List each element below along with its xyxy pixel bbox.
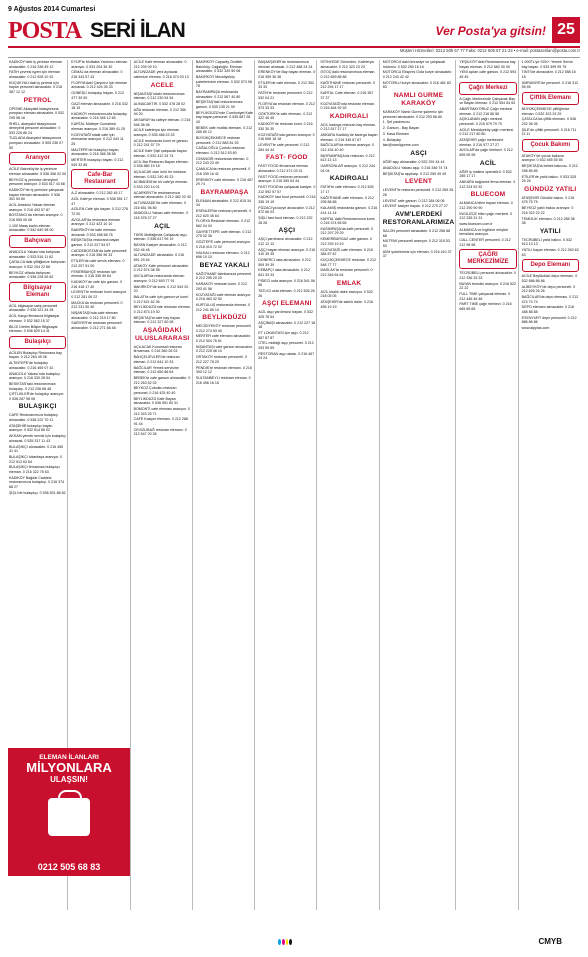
classified-ad: BOMONTİ cafe elemanı aranıyor. 0 212 343 25 71 (133, 407, 190, 416)
classified-ad: KEBAPÇI usta alınacaktır. 0 212 641 33 33 (258, 268, 310, 277)
classified-ad: ÜMRANİYE'de personel. 0 216 312 55 55 (521, 80, 579, 90)
classified-ad: BİLGİ Üretim Bilişim Bilgisayar elemanı. 0 536 829 14 41 (9, 324, 58, 334)
classified-ad: ERENKÖY cafe elemanı. 0 216 467 29 74 (195, 177, 253, 187)
classified-ad: BAKIRKÖY'de komi. 0 212 543 20 20 (133, 284, 189, 294)
classified-ad: NİŞANTAŞI'ndaki restoranımıza eleman. 0 212 230 54 54 (133, 91, 185, 101)
section-heading (522, 92, 579, 105)
classified-ad: AVCILAR'da restoranda eleman aranıyor. 0 212 693 77 91 (133, 274, 185, 283)
classified-ad: AÇIKLANAN çağrı merkezi personeli. 0 216 579 79 79 (459, 117, 503, 126)
classified-ad: ACİL kiralık daire aranıyor. 0 532 218 05 05 (320, 289, 373, 299)
masthead (8, 16, 580, 48)
classified-ad: MASLAK'ta restoran personeli. 0 212 346 64 64 (320, 268, 373, 277)
section-heading-text: Bulaşıkçı (24, 338, 51, 345)
classified-ad: ACİLEN Bulaşıkçı Restorana bay bayan. 0 212 264 45 06 (9, 350, 62, 360)
section-heading: ASÇI (410, 150, 427, 158)
section-heading (9, 282, 66, 302)
classified-ad: TÜRK Mutfağında Çalışacak aşçı eleman. 0 536 617 99 19 (133, 232, 187, 242)
classified-ad: BAĞCILAR'da depo elemanı. 0 212 474 74 74 (521, 295, 579, 304)
section-heading: KADIRGALI (329, 175, 369, 183)
ad-column-9 (521, 60, 580, 910)
classified-ad: ALTUNİZADE yeni açılacak cafemize eleman. 0 216 474 03 13 (133, 70, 189, 79)
classified-ad: ŞİLE'de çiftlik personeli. 0 216 711 11 11 (521, 127, 577, 137)
classified-ad: www.alpplas.com (521, 326, 550, 331)
classified-ad: BÜYÜKÇEKMECE çiftliğimize eleman. 0 532 323 29 29 (521, 106, 570, 116)
classified-ad: 3. Kasa Elemanı (382, 131, 410, 136)
classified-ad: ESENLER'de restoran personeli. 0 212 620 45 64 (195, 209, 252, 218)
classified-ad: AKSAM yemek servisi için bulaşıkçı alınacak. 0 535 317 11 43 (9, 434, 66, 443)
classified-ad: BAYAN temsilci aranıyor. 0 216 522 22 22 (459, 281, 516, 291)
classified-ad: AVM şubelerimiz için eleman. 0 216 410 37 37 (382, 249, 452, 259)
classified-ad: HALKALI restoran elemanı. 0 212 696 10 10 (195, 250, 250, 260)
classified-ad: ALTUNİZADE alınacaktır. 0 216 651 29 54 (133, 253, 185, 262)
classified-ad: AĞA restoran eleman. 0 212 350 94 20 (133, 107, 186, 117)
classified-ad: BEŞİKTAŞ'ta bebek bakıcısı. 0 212 258 85 85 (521, 164, 578, 173)
contact-line: Müşteri Hizmetleri: 0212 505 67 77 Faks: 0212 505 67 21-23 • e-mail: postaserilan@posta.com.tr (8, 48, 580, 58)
section-heading (459, 82, 516, 95)
section-heading: AŞAĞIDAKİ ULUSLARARASI (135, 326, 190, 342)
classified-ad: ELEMAN alınacaktır. 0 212 615 34 34 (195, 198, 252, 208)
classified-ad: ACİL Kafe'ye eleman. 0 536 551 17 47 (71, 196, 128, 206)
section-heading: KADIRGALI (329, 112, 369, 120)
section-heading: ACİL (479, 159, 497, 167)
registration-mark-icon (278, 939, 292, 945)
classified-ad: MERTER cafe elemanı alınacaktır. 0 212 504 76 61 (195, 334, 251, 344)
classified-ad: KADIKÖY'de iş yerimize çalışacak bayan eleman alınacaktır. 0 536 301 53 60 (9, 188, 64, 202)
classified-ad: BAHÇELİEVLER'de restoran eleman. 0 212 641 10 33 (133, 355, 180, 364)
banner-line3: ULAŞSIN! (50, 775, 88, 784)
section-heading: EMLAK (336, 279, 362, 287)
section-heading-text: ÇAĞRI MERKEZİMİZE (467, 252, 509, 266)
classified-ad: BOSTANCI'da eleman aranıyor. 0 216 555 05 06 (9, 213, 63, 222)
section-heading-text: Cafe-Bar Restaurant (84, 172, 116, 186)
classified-ad: KOZYATAĞI cafe eleman aranıyor. 0 216 463 32 52 (195, 292, 252, 302)
classified-ad: ATAŞEHİR bulaşıkçı bayan aranıyor. 0 532 614 86 02 (9, 423, 53, 433)
classified-ad: BAKIRKÖY Mecidiyeköy şubelerimize eleman. 0 532 573 98 78 (195, 74, 252, 89)
classified-ad: KASIMPAŞA'da kafe personeli. 0 212 297 29 29 (320, 226, 374, 236)
classified-ad: TECRÜBELİ personel alınacaktır. 0 212 336 33 33 (459, 271, 516, 280)
classified-ad: ALİBEYKÖY'de depo personeli. 0 212 626 26 26 (521, 284, 576, 294)
classified-ad: MACKA'da restoran personeli. 0 212 231 50 40 (71, 300, 123, 310)
classified-ad: BULAŞIKÇI alınacaktır. 0 216 455 41 41 (9, 444, 64, 454)
classified-ad: ÇATALCA'da çiftlik elemanı. 0 536 232 36 36 (521, 117, 577, 126)
classified-ad: BULAŞIKÇI lokantaya aranıyor. 0 212 513 63 64 (9, 454, 63, 464)
eleman-ilanlari-banner (8, 748, 130, 876)
classified-ad: BEYLİKDÜZÜ Kafe Bayan alınacaktır. 0 536 551 60 31 (133, 396, 178, 406)
classified-ad: KARAKÖY Namlı Gurme şubemiz için personel alınacaktır. 0 212 293 68 80 (382, 109, 444, 119)
classified-ad: ANADOLU Yakası aşçı. 0 216 346 74 74 (382, 165, 448, 170)
classified-ad: BAYRAMPAŞA restoranda alınacaktır. 0 212 567 40 80 (195, 89, 241, 99)
classified-ad: BULAŞIKÇI firmamıza bulaşıkçı eleman. 0 216 322 76 63 (9, 465, 60, 474)
classified-ad: BEYLİKDÜZÜ'nde Cumhuriyet Kafe bay bayan personel. 0 535 687 28 43 (195, 110, 253, 124)
classified-ad: BEŞİKTAŞ'ta cafe bay bayan eleman. 0 212 327 60 08 (133, 315, 180, 325)
classified-ad: MERTER bulaşıkçı bayan. 0 212 549 32 85 (71, 157, 124, 167)
classified-ad: MOTORLU kurye alınacaktır. 0 216 481 83 83 (382, 80, 451, 90)
classified-ad: LEVENT'te cafe personel. 0 212 284 44 44 (258, 143, 310, 152)
classified-ad: BALAT'ta cafe için garson ve komi. 0 212 521 62 36 (133, 294, 189, 304)
classified-ad: ALTUNİZADE'de cafe elemanı. 0 216 651 56 80 (133, 201, 186, 210)
section-heading: FAST- FOOD (266, 154, 308, 162)
classified-ad: PENDİK'te restoran elemanı. 0 216 390 12 12 (195, 365, 252, 375)
classified-ad: FULL TIME çalışacak eleman. 0 212 446 46 46 (459, 292, 511, 301)
section-heading: NAMLI GURME KARAKÖY (393, 91, 444, 107)
ad-column-3 (133, 60, 193, 910)
section-heading: AVM'LERDEKİ RESTORANLARIMIZA (382, 210, 455, 226)
page-footer (8, 933, 580, 951)
classified-ad: TATLICI usta eleman. 0 212 526 26 26 (258, 289, 315, 298)
classified-ad: BAYAN Kasiyer alınacaktır. 0 212 532 46 46 (133, 243, 187, 252)
classified-ad: SULTANBEYLİ restoran eleman. 0 216 496 16 16 (195, 375, 251, 385)
classified-ad: KALAMIŞ restoranda garson. 0 216 414 14 14 (320, 206, 378, 215)
classified-ad: CAĞALOĞLU Çorlulu restoran elemanı. 0 212 512 53 60 (195, 146, 245, 155)
classified-ad: KADIKÖY restoranımızda bulaşıkçı alınacaktır. 0 216 346 12 65 (71, 111, 128, 121)
classified-ad: AVCILAR'da çağrı merkezi. 0 212 695 95 95 (459, 148, 513, 158)
classified-ad: PİDECİ usta aranıyor. 0 216 541 56 56 (258, 278, 315, 288)
section-heading: BAYRAMPAŞA (200, 188, 249, 196)
classified-ad: KARTAL Maltepe Cumartesi eleman aranıyor. 0 216 389 41 25 (71, 122, 126, 131)
classified-ad: BESİKTAS'taki restoranımıza bulaşıkçı. 0 212 236 66 48 (9, 381, 56, 391)
classified-ad: ATAKÖY Kafe personel alınacaktır. 0 212 574 38 38 (133, 263, 190, 273)
classified-ad: EYÜP'te Mutfakta Yardımcı eleman aranıyor. 0 533 204 36 30 (71, 60, 128, 69)
classified-ad: BEBEK cafe mutfak elemanı. 0 212 265 80 12 (195, 125, 253, 135)
classified-ad: ÇATALCA'daki çiftliğimize bahçıvan aranıyor. 0 532 204 22 86 (9, 260, 66, 269)
classified-ad: FLORYA'da restoran eleman. 0 212 573 33 33 (258, 101, 315, 111)
classified-ad: ACİLE Kafe eleman alınacaktır. 0 212 239 09 10 (133, 60, 187, 69)
classified-ad: ACİLE Kafe Şişli çalışacak bayan eleman. 0 532 412 24 74 (133, 149, 187, 158)
banner-phone: 0212 505 68 83 (37, 862, 101, 872)
classified-ad: FATİH'te cafe elemanı. 0 212 635 17 17 (320, 185, 374, 194)
classified-ad: A-Z alınacaktır. 0 212 282 48 17 (71, 191, 123, 196)
newspaper-page (8, 6, 580, 951)
classified-ad: KADIKÖY'de restoran komi. 0 216 330 30 30 (258, 122, 313, 131)
classified-ad: ACİLE Beylikdüzü depo elemanı. 0 532 686 86 86 (521, 274, 578, 283)
classified-ad: KARTAL Cafe eleman. 0 216 387 37 37 (320, 91, 374, 100)
classified-ad: BAŞAKŞEHİR'de restoranımıza eleman alınacak. 0 212 488 24 24 (258, 60, 313, 69)
seri-ilan-title: SERİ İLAN (90, 19, 185, 42)
classified-ad: ÇAMLICA'da restoran personeli. 0 216 339 16 41 (195, 167, 251, 176)
classified-ad: CAFE Kasiyer elemanı. 0 212 288 91 44 (133, 417, 188, 427)
classified-ad: CADDEBOSTAN'da kafe personeli aranıyor. 0 216 356 96 33 (71, 248, 127, 258)
classified-ad: LEVENT'te restoran komi aranıyor. 0 212 281 06 22 (71, 290, 127, 299)
classified-ad: OTEL mutfağı aşçı personel. 0 212 293 59 59 (258, 341, 314, 351)
section-heading (522, 259, 579, 272)
classified-ad: ACIBADEM'de bir cafe'ye eleman. 0 533 220 14 01 (133, 180, 189, 189)
classified-ad: AŞÇIBAŞI alınacaktır. 0 212 227 18 18 (258, 320, 316, 330)
section-heading-text: Çağrı Merkezi (468, 84, 508, 91)
classified-ad: NİŞANTAŞI'nda cafe elemanı alınacaktır. 0 212 219 17 80 (71, 311, 119, 320)
classified-ad: KADIKÖY Bağdat Caddesi restoranımıza bulaşıkçı. 0 216 374 88 27 (9, 475, 65, 489)
classified-ad: AĞIR iş makine operatörü. 0 532 285 17 17 (459, 169, 512, 179)
classified-ad: CİHANGİR restoranda eleman. 0 212 243 23 49 (195, 156, 249, 166)
classified-ad: FAST FOOD restoran personeli aranıyor. 0 216 355 54 44 (258, 174, 309, 184)
classified-ad: KAĞITHANE restoran personeli. 0 212 294 17 17 (320, 80, 376, 90)
classified-ad: KÜÇÜKYALI'daki iş yerimiz için bayan personel alınacaktır. 0 216 367 12 12 (9, 80, 62, 94)
section-heading: BLUECOM (470, 191, 506, 199)
classified-ad: BEŞİKTAŞ'ta restorana bayan garson. 0 212 227 54 57 (71, 238, 120, 248)
classified-ad: KÜÇÜKÇEKMECE restoran. 0 212 548 77 77 (320, 258, 377, 267)
classified-ad: KADIKÖY fast food personeli. 0 216 336 19 19 (258, 195, 316, 204)
section-heading: ACELE (150, 81, 174, 89)
classified-ad: ETİLER'de cafe eleman. 0 212 352 33 33 (258, 80, 315, 90)
classified-ad: KARAKÖY restoran komi. 0 212 293 41 56 (195, 282, 247, 291)
classified-ad: KURTULUŞ restoranda eleman. 0 212 241 85 10 (195, 302, 251, 312)
classified-ad: ANADOLU Yakası cafe elemanı. 0 216 378 27 27 (133, 211, 189, 221)
section-heading (71, 169, 128, 189)
classified-ad: ACİLE restoranda komi ve garson. 0 212 241 57 79 (133, 138, 189, 148)
classified-ad: ACİLE Bakırköy'de iş yerimize eleman alınacaktır. 0 536 456 02 00 (9, 167, 67, 176)
classified-ad: ANADOLU Yakası'nda bulaşıkçı aranıyor. 0 216 330 28 54 (9, 371, 60, 381)
classified-ad: ALINACAKTIR. 0 532 478 28 02 (133, 101, 186, 106)
section-heading: GÜNDÜZ YATILI (524, 185, 577, 193)
classified-ad: DÖNERCİ usta alınacaktır. 0 212 509 39 39 (258, 258, 311, 267)
classified-ad: KARTAL'daki Restoranımıza komi. 0 216 374 65 65 (320, 216, 376, 226)
classified-ad: BAKIRKÖY Capacity Özdilek Bakırköy, Cağaloğlu. Eleman alınacaktır. 0 532 320 50 06 (195, 60, 243, 74)
classified-ad: FAST FOOD'da çalışacak kasiyer. 0 212 592 57 57 (258, 184, 316, 194)
classified-ad: 1.000TL'ye SGK+ Yemek Servis bay bayan. 0 533 399 95 75 (521, 60, 573, 69)
page-number: 25 (552, 17, 580, 43)
classified-ad: YATILI bayan eleman. 0 212 263 63 63 (521, 248, 579, 257)
classified-ad: ACİL Bar Restoran Bayan eleman. 0 536 880 15 18 (133, 159, 189, 169)
classified-ad: ANADOLU Yakası'nda bahçıvan alınacaktır. 0 533 516 11 62 (9, 249, 61, 259)
classified-ad: KADIKÖY'deki iş yerinize eleman alınacaktır. 0 216 336 45 12 (9, 60, 63, 69)
classified-ad: ŞİŞLİ'de bulaşıkçı. 0 536 831 88 82 (9, 490, 66, 495)
classified-ad: ANKARA Kadıköy'de kadırga bayan elemanı. 0 216 345 67 67 (320, 133, 378, 142)
classified-ad: GAYRETTEPE cafe eleman. 0 212 275 02 36 (195, 229, 252, 239)
classified-ad: GÜNEŞLİ bulaşıkçı bayan. 0 212 477 39 00 (71, 91, 125, 100)
classified-ad: 4. Bulaşıkçı (382, 137, 402, 142)
classified-ad: İSTİNYEDE Dönerden, Kafeterya alınacaktır. 0 212 323 23 23 (320, 60, 374, 69)
classified-ad: İSTOÇ'daki restoranımıza eleman. 0 212 659 86 86 (320, 70, 376, 79)
classified-ad: 1. Şef yardımcısı (382, 120, 410, 125)
classified-ad: KOZYATAĞI cafe elemanı. 0 216 384 87 87 (320, 247, 373, 257)
banner-line1: ELEMAN İLANLARI (39, 754, 99, 761)
classified-ad: FAST FOOD firmamıza eleman alınacaktır. 0 212 471 03 31 (258, 164, 309, 173)
classified-ad: AŞÇI yardımcısı alınacaktır. 0 212 212 12 12 (258, 237, 313, 246)
classified-ad: MOTORCU'daki ümraniye ve çalışacak motorcu. 0 532 250 16 16 (382, 60, 446, 69)
classified-ad: ACARKENT'te restoranımıza eleman alınacaktır. 0 212 482 02 40 (133, 190, 191, 200)
classified-ad: BEYKOZ villada bahçıvan alınacaktır. 0 536 228 55 82 (9, 270, 54, 280)
classified-ad: YENİ açılan cafe garson. 0 212 593 45 45 (459, 70, 517, 79)
classified-ad: ACİLE Mecidiyeköy çağrı merkezi. 0 212 217 80 80 (459, 127, 515, 137)
classified-ad: MALTEPE'de bulaşıkçı bayan alınacaktır. 0 216 366 38 58 (71, 147, 119, 157)
section-heading: AŞÇI ELEMANI (262, 300, 312, 308)
classified-ad: KAĞITHANE fabrikamıza personel. 0 212 295 20 20 (195, 271, 253, 281)
section-heading (9, 235, 66, 248)
classified-ad: ACİL Kargo firmasına bilgisayar elemanı. 0 532 562 15 37 (9, 314, 60, 323)
classified-ad: KOZYATAĞI'nda garson aranıyor. 0 216 658 18 18 (258, 132, 315, 142)
classified-ad: YEŞİLKÖY'deki Restoranımıza bay bayan eleman. 0 212 662 00 00 (459, 60, 516, 69)
classified-ad: PİZZACI'ya kurye alınacaktır. 0 212 572 66 03 (258, 205, 315, 215)
classified-ad: AŞÇI bayan eleman aranıyor. 0 216 310 35 35 (258, 247, 316, 257)
classified-ad: BAĞCILAR Yemek servisine eleman. 0 212 650 86 64 (133, 365, 179, 375)
classified-ad: LEVENT'te restoran personeli. 0 212 269 26 26 (382, 188, 454, 197)
classified-ad: ATAŞEHİR çağrı merkezine eleman. 0 216 577 27 27 (459, 138, 504, 147)
classified-ad: ABARTMAYORUZ Çağrı merkezi eleman. 0 212 216 56 56 (459, 106, 513, 116)
posta-logo: POSTA (8, 18, 82, 44)
classified-ad: GARSONLAR aranıyor. 0 212 244 04 04 (320, 164, 376, 173)
classified-ad: PART TIME çağrı merkezi. 0 216 665 65 65 (459, 302, 512, 311)
cmyk-label: CMYB (538, 937, 562, 946)
classified-ad: ETİLER'de cafe servis elemanı. 0 212 257 51 00 (71, 259, 125, 268)
classified-ad: FATİH çevresi işyeri için eleman alınacaktır. 0 212 528 10 32 (9, 70, 60, 79)
classified-ad: BEYKOZ iş yerimize deneyimli personel aranıyor. 0 533 517 43 68 (9, 177, 65, 187)
classified-ad: ACİL kadırga restoran bay eleman. 0 212 517 17 17 (320, 122, 377, 132)
section-heading-text: Bilgisayar Elemanı (23, 284, 52, 298)
section-heading-text: Aranıyor (25, 155, 50, 162)
classified-ad: ACİL aşçı yardımcısı bayan. 0 532 425 78 54 (258, 310, 313, 319)
ad-column-5 (257, 60, 317, 910)
classified-ad: BAKIRKÖY'de kafe elemanı alınacak. 0 533 458 68 76 (71, 228, 116, 237)
section-heading-text: Çiftlik Elemanı (529, 94, 571, 101)
classified-ad: CEVİZLİBAĞ restoran elemanı. 0 212 547 20 26 (133, 427, 187, 437)
shopping-bag-icon (48, 798, 90, 836)
classified-ad: LEVENT cafe garson. 0 212 284 06 06 (382, 198, 445, 203)
section-heading (9, 336, 66, 349)
banner-line2: MİLYONLARA (26, 760, 112, 775)
classified-ad: TECRÜBELİ yatılı bakıcı. 0 532 513 13 13 (521, 237, 572, 247)
classified-ad: ORTAKÖY restoran personeli. 0 212 227 78 20 (195, 355, 247, 364)
classified-ad: KAĞITHANE cafe elemanı. 0 212 295 88 88 (320, 195, 374, 205)
classified-ad: SALON personel alınacaktır. 0 212 256 68 68 (382, 228, 451, 238)
classified-ad: AÇILACAK olan ünlü bir mekana eleman. 0 532 240 45 23 (133, 169, 186, 179)
classified-ad: A Çağrı Merkezinde Çalışacak Bay ve Bayan eleman. 0 212 354 54 54 (459, 96, 516, 106)
classified-ad: BEYKOZ yatılı bakıcı aranıyor. 0 216 322 22 22 (521, 206, 574, 215)
classified-ad: BEŞİKTAŞ'ta aşçıbaşı. 0 212 259 49 49 (382, 171, 447, 176)
classified-ad: KOZYATAĞI'nda restoran eleman. 0 216 464 92 92 (320, 101, 375, 111)
classified-ad: ESENYURT depo personeli. 0 212 886 86 86 (521, 315, 577, 325)
classified-ad: OPİSHE Akaryakıt istasyonuna pompacı eleman alınacaktır. 0 532 295 96 16 (9, 106, 64, 120)
classified-ad: ET LOKANTASI için aşçı. 0 212 587 87 87 (258, 331, 309, 340)
classified-ad: NİŞANTAŞI cafe garson alınacaktır. 0 212 225 46 10 (195, 344, 253, 354)
classified-ad: ERENKÖY'de Bay bayan eleman. 0 216 359 36 36 (258, 70, 316, 79)
classified-ad: FATİH'te restoran personeli. 0 212 532 04 21 (258, 91, 313, 100)
classified-ad: BAĞCILAR'da eleman aranıyor. 0 212 434 40 40 (320, 143, 375, 153)
classified-ad: GÖZTEPE cafe personel aranıyor. 0 216 410 72 02 (195, 240, 251, 249)
classified-ad: TUZLADA Akaryakıt istasyonuna pompacı alınacaktır. 0 505 236 07 55 (9, 136, 64, 150)
classified-ad: AKSARAY'da cafeye eleman. 0 216 546 38 48 (133, 118, 191, 127)
classified-ad: ALMANCA bilen bayan eleman. 0 212 290 90 90 (459, 201, 513, 210)
classified-ad: MOTORCU Ekspres Gıda kurye alınacaktır. 0 212 243 42 42 (382, 70, 453, 79)
classified-ad: BEŞİKTAŞ'taki restoranımıza garson. 0 530 135 21 90 (195, 100, 243, 109)
classified-ad: LEVENT kasiyer bayan. 0 212 270 27 27 (382, 204, 448, 209)
classified-ad: ACİL Anadolu Yakası eleman aranıyor. 0 216 493 57 87 (9, 202, 56, 212)
classified-ad: GÖKTÜRK'te cafe elemanı. 0 212 322 45 45 (258, 111, 313, 121)
classified-ad: ATAŞEHİR Gündüz bakıcı. 0 216 475 75 75 (521, 195, 575, 205)
section-heading-text: Çocuk Bakımı (530, 141, 571, 148)
section-heading: BEYLİKDÜZÜ (202, 314, 247, 322)
classified-ad: ACİL bilgisayar satış personeli alınacaktır. 0 536 321 44 28 (9, 303, 58, 313)
classified-ad: RESTORAN aşçı ustası. 0 216 467 24 24 (258, 351, 315, 361)
section-heading (522, 139, 579, 152)
classified-ad: MECİDİYEKÖY restoran personeli. 0 212 274 53 40 (195, 324, 252, 333)
classified-ad: BEBEK'te cafe garson alınacaktır. 0 212 263 52 02 (133, 375, 191, 385)
section-heading (9, 152, 66, 165)
section-heading-text: Bahçıvan (24, 237, 51, 244)
classified-ad: ŞİŞLİ fast food eleman. 0 212 232 28 28 (258, 216, 313, 225)
classified-ad: TİNTİ'de alınacaktır. 0 212 558 18 18 (521, 70, 576, 79)
classified-ad: KEMERBURGAZ cafe garson. 0 212 239 19 19 (320, 237, 373, 246)
classified-ad: ACİLE kafeterya için eleman aranıyor. 0 535 466 23 33 (133, 128, 179, 138)
classified-ad: FENERBAHÇE restoran için eleman. 0 216 336 90 64 (71, 269, 117, 279)
section-heading: AŞÇI (278, 227, 296, 235)
classified-ad: BEYLİKDÜZÜ'nde restoran eleman. 0 212 873 19 30 (133, 305, 191, 314)
classified-ad: BEYKOZ Çubuklu restoran personel. 0 216 425 40 40 (133, 386, 177, 395)
ad-column-7 (382, 60, 457, 910)
classified-ad: SARIYER'de restoran personeli alınacaktır. 0 212 271 66 48 (71, 321, 122, 331)
classified-ad: TEMİZLİK elemanı. 0 212 285 38 38 (521, 216, 575, 226)
classified-ad: BAYRAMPAŞA'da restoran. 0 212 613 13 13 (320, 153, 375, 163)
ad-column-6 (319, 60, 379, 910)
classified-ad: CAFE Restoranımıza bulaşıkçı alınacaktır. 0 536 222 70 11 (9, 413, 59, 423)
classified-ad: AÇILACAK Kurumsal restoran firmamıza. 0 216 360 26 03 (133, 344, 182, 354)
slogan: Ver Posta'ya gitsin! (435, 24, 546, 38)
section-heading-text: Depo Elemanı (530, 262, 571, 269)
classified-ad: ALTINTEPE'de bulaşıkçı alınacaktır. 0 216 469 07 42 (9, 361, 54, 370)
classified-ad: 1.100 Maaş kadın eleman alınacaktır. 0 542 640 98 00 (9, 223, 54, 233)
section-heading: LEVENT (404, 178, 433, 186)
classified-ad: www.bluecom.com.tr (459, 221, 493, 226)
section-heading: BULAŞIKÇI (18, 403, 57, 411)
classified-ad: SHELL akaryakıt istasyonuna deneyimli personel alınacaktır. 0 533 226 86 24 (9, 121, 61, 135)
classified-ad: FLORYA'daki Çarşımız için eleman alınacak. 0 212 424 35 33 (71, 80, 128, 90)
classified-ad: CALL CENTER personeli. 0 212 212 98 98 (459, 238, 511, 247)
classified-ad: AĞIR aşçı alınacaktır. 0 532 291 44 44 (382, 160, 445, 165)
classified-ad: CEMAL'da eleman alınacaktır. 0 216 343 57 43 (71, 70, 123, 79)
classified-ad: KADIKÖY'de cafe için garson. 0 216 418 17 40 (71, 279, 123, 289)
classified-ad: ALMANCA ve İngilizce müşteri temsilcisi aranıyor. (459, 227, 509, 237)
classified-ad: FLORYA Restoran elemanı. 0 212 662 04 04 (195, 219, 251, 229)
section-heading: BEYAZ YAKALI (199, 261, 250, 269)
ad-column-8 (458, 60, 518, 910)
classified-ad: KOZYATAĞI'ndaki cafe için elemanlar aranıyor. 0 212 443 11 25 (71, 132, 124, 146)
section-heading: YATILI (539, 227, 561, 235)
classified-ad: İNGİLİZCE bilen çağrı merkezi. 0 212 335 31 31 (459, 211, 513, 221)
classified-ad: ANKARA bağlantılı firma eleman. 0 212 224 52 52 (459, 180, 516, 189)
classified-ad: DEPO elemanı alınacaktır. 0 216 488 88 88 (521, 305, 574, 315)
section-heading (459, 249, 516, 269)
classified-ad: ATAŞEHİR'de satılık daire. 0 216 456 19 19 (320, 299, 373, 309)
classified-ad: ATAKÖY'de çocuk bakıcısı aranıyor. 0 532 455 55 55 (521, 153, 565, 163)
section-heading: AÇIL (154, 222, 171, 230)
classified-ad: ACİLEN Cafe için bayan. 0 212 276 72 00 (71, 207, 129, 216)
classified-ad: ETİLER'de yatılı bakıcı. 0 533 325 25 25 (521, 174, 577, 184)
classified-ad: MUTFAK personeli aranıyor. 0 212 315 53 53 (382, 239, 450, 248)
classified-ad: ilan@namligurme.com (382, 143, 419, 148)
classified-ad: BÜYÜKÇEKMECE restoran personeli. 0 212 883 81 93 (195, 136, 241, 145)
classified-ad: ÇİFTLİKLER'de bulaşıkçı aranıyor. 0 536 287 98 06 (9, 392, 65, 401)
classified-ad: GAZİ eleman alınacaktır. 0 216 332 18 15 (71, 101, 128, 111)
classified-ad: 2. Garson - Bay Bayan (382, 126, 420, 131)
section-heading: PETROL (23, 96, 52, 104)
ad-column-4 (195, 60, 255, 910)
issue-date: 9 Ağustos 2014 Cumartesi (8, 6, 96, 13)
classified-ad: AVCILAR'da restorana eleman aranıyor. 0 212 423 10 10 (71, 217, 121, 227)
